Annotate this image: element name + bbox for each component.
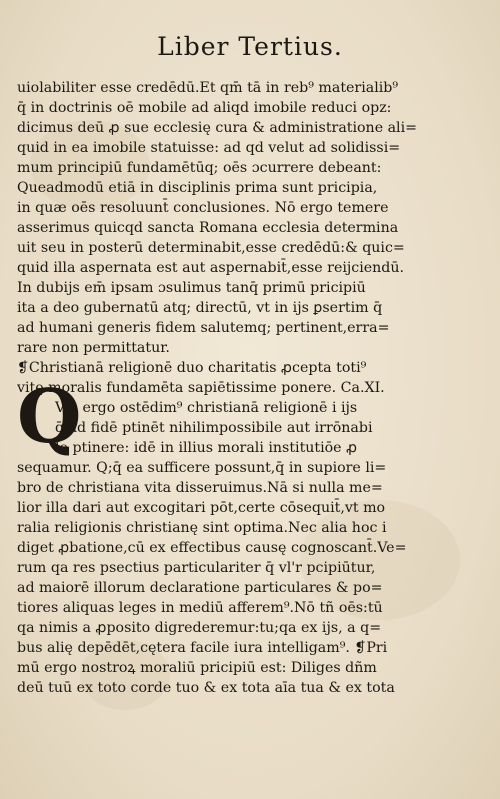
text-line: in quæ oēs resoluunt̄ conclusiones. Nō ergo temere: [17, 200, 389, 216]
running-head: Liber Tertius.: [157, 32, 343, 61]
text-line: quid illa aspernata est aut aspernabit̄,esse reijciendū.: [17, 260, 405, 276]
text-line: rare non permittatur.: [17, 340, 170, 356]
text-line: deū tuū ex toto corde tuo & ex tota aīa tua & ex tota: [17, 680, 395, 696]
text-line: Queadmodū etiā in disciplinis prima sunt pricipia,: [17, 180, 378, 196]
text-line: ad maiorē illorum declaratione particulares & po=: [17, 580, 383, 596]
drop-cap: Q: [17, 374, 82, 460]
text-line: dicimus deū ꝓ sue ecclesię cura & administratione ali=: [17, 120, 418, 136]
text-line: ralia religionis christianę sint optima.Nec alia hoc i: [17, 520, 387, 536]
text-line: ad humani generis fidem salutemq; pertinent,erra=: [17, 320, 390, 336]
text-line: le ptinere: idē in illius morali institutiōe ꝓ: [55, 440, 358, 456]
text-line: Via ergo ostēdim⁹ christianā religionē i ijs: [55, 400, 358, 416]
text-line: qa nimis a ꝓposito digrederemur:tu;qa ex ijs, a q=: [17, 620, 382, 636]
text-line: bus alię depēdēt,cętera facile iura intelligam⁹. ❡Pri: [17, 640, 388, 656]
text-line: rum qa res psectius particulariter q̄ vl'r pcipiūtur,: [17, 560, 376, 576]
text-line: sequamur. Q;q̄ ea sufficere possunt,q̄ in supiore li=: [17, 460, 387, 476]
chapter-heading-line: vitę moralis fundamēta sapiētissime ponere. Ca.XI.: [17, 380, 385, 396]
text-line: quid in ea imobile statuisse: ad qd velut ad solidissi=: [17, 140, 401, 156]
text-line: q̄ in doctrinis oē mobile ad aliqd imobile reduci opz:: [17, 100, 392, 116]
text-line: In dubijs em̄ ipsam ɔsulimus tanq̄ primū pricipiū: [17, 280, 366, 296]
text-line: tiores aliquas leges in mediū afferem⁹.Nō tñ oēs:tū: [17, 600, 383, 616]
text-line: q̄ ad fidē ptinēt nihilimpossibile aut irrōnabi: [55, 420, 373, 436]
text-line: mum principiū fundamētūq; oēs ɔcurrere debeant:: [17, 160, 382, 176]
text-line: uiolabiliter esse credēdū.Et qm̄ tā in reb⁹ materialib⁹: [17, 80, 399, 96]
text-line: diget ꝓbatione,cū ex effectibus causę cognoscant̄.Ve=: [17, 540, 407, 556]
text-line: lior illa dari aut excogitari pōt,certe cōsequit̄,vt mo: [17, 500, 386, 516]
text-line: mū ergo nostroꝝ moraliū pricipiū est: Diliges dñm: [17, 660, 377, 676]
text-line: asserimus quicqd sancta Romana ecclesia determina: [17, 220, 399, 236]
text-line: ita a deo gubernatū atq; directū, vt in ijs ꝑsertim q̄: [17, 300, 383, 316]
chapter-heading-line: ❡Christianā religionē duo charitatis ꝓcepta toti⁹: [17, 360, 367, 376]
text-line: bro de christiana vita disseruimus.Nā si nulla me=: [17, 480, 383, 496]
text-line: uit seu in posterū determinabit,esse credēdū:& quic=: [17, 240, 405, 256]
